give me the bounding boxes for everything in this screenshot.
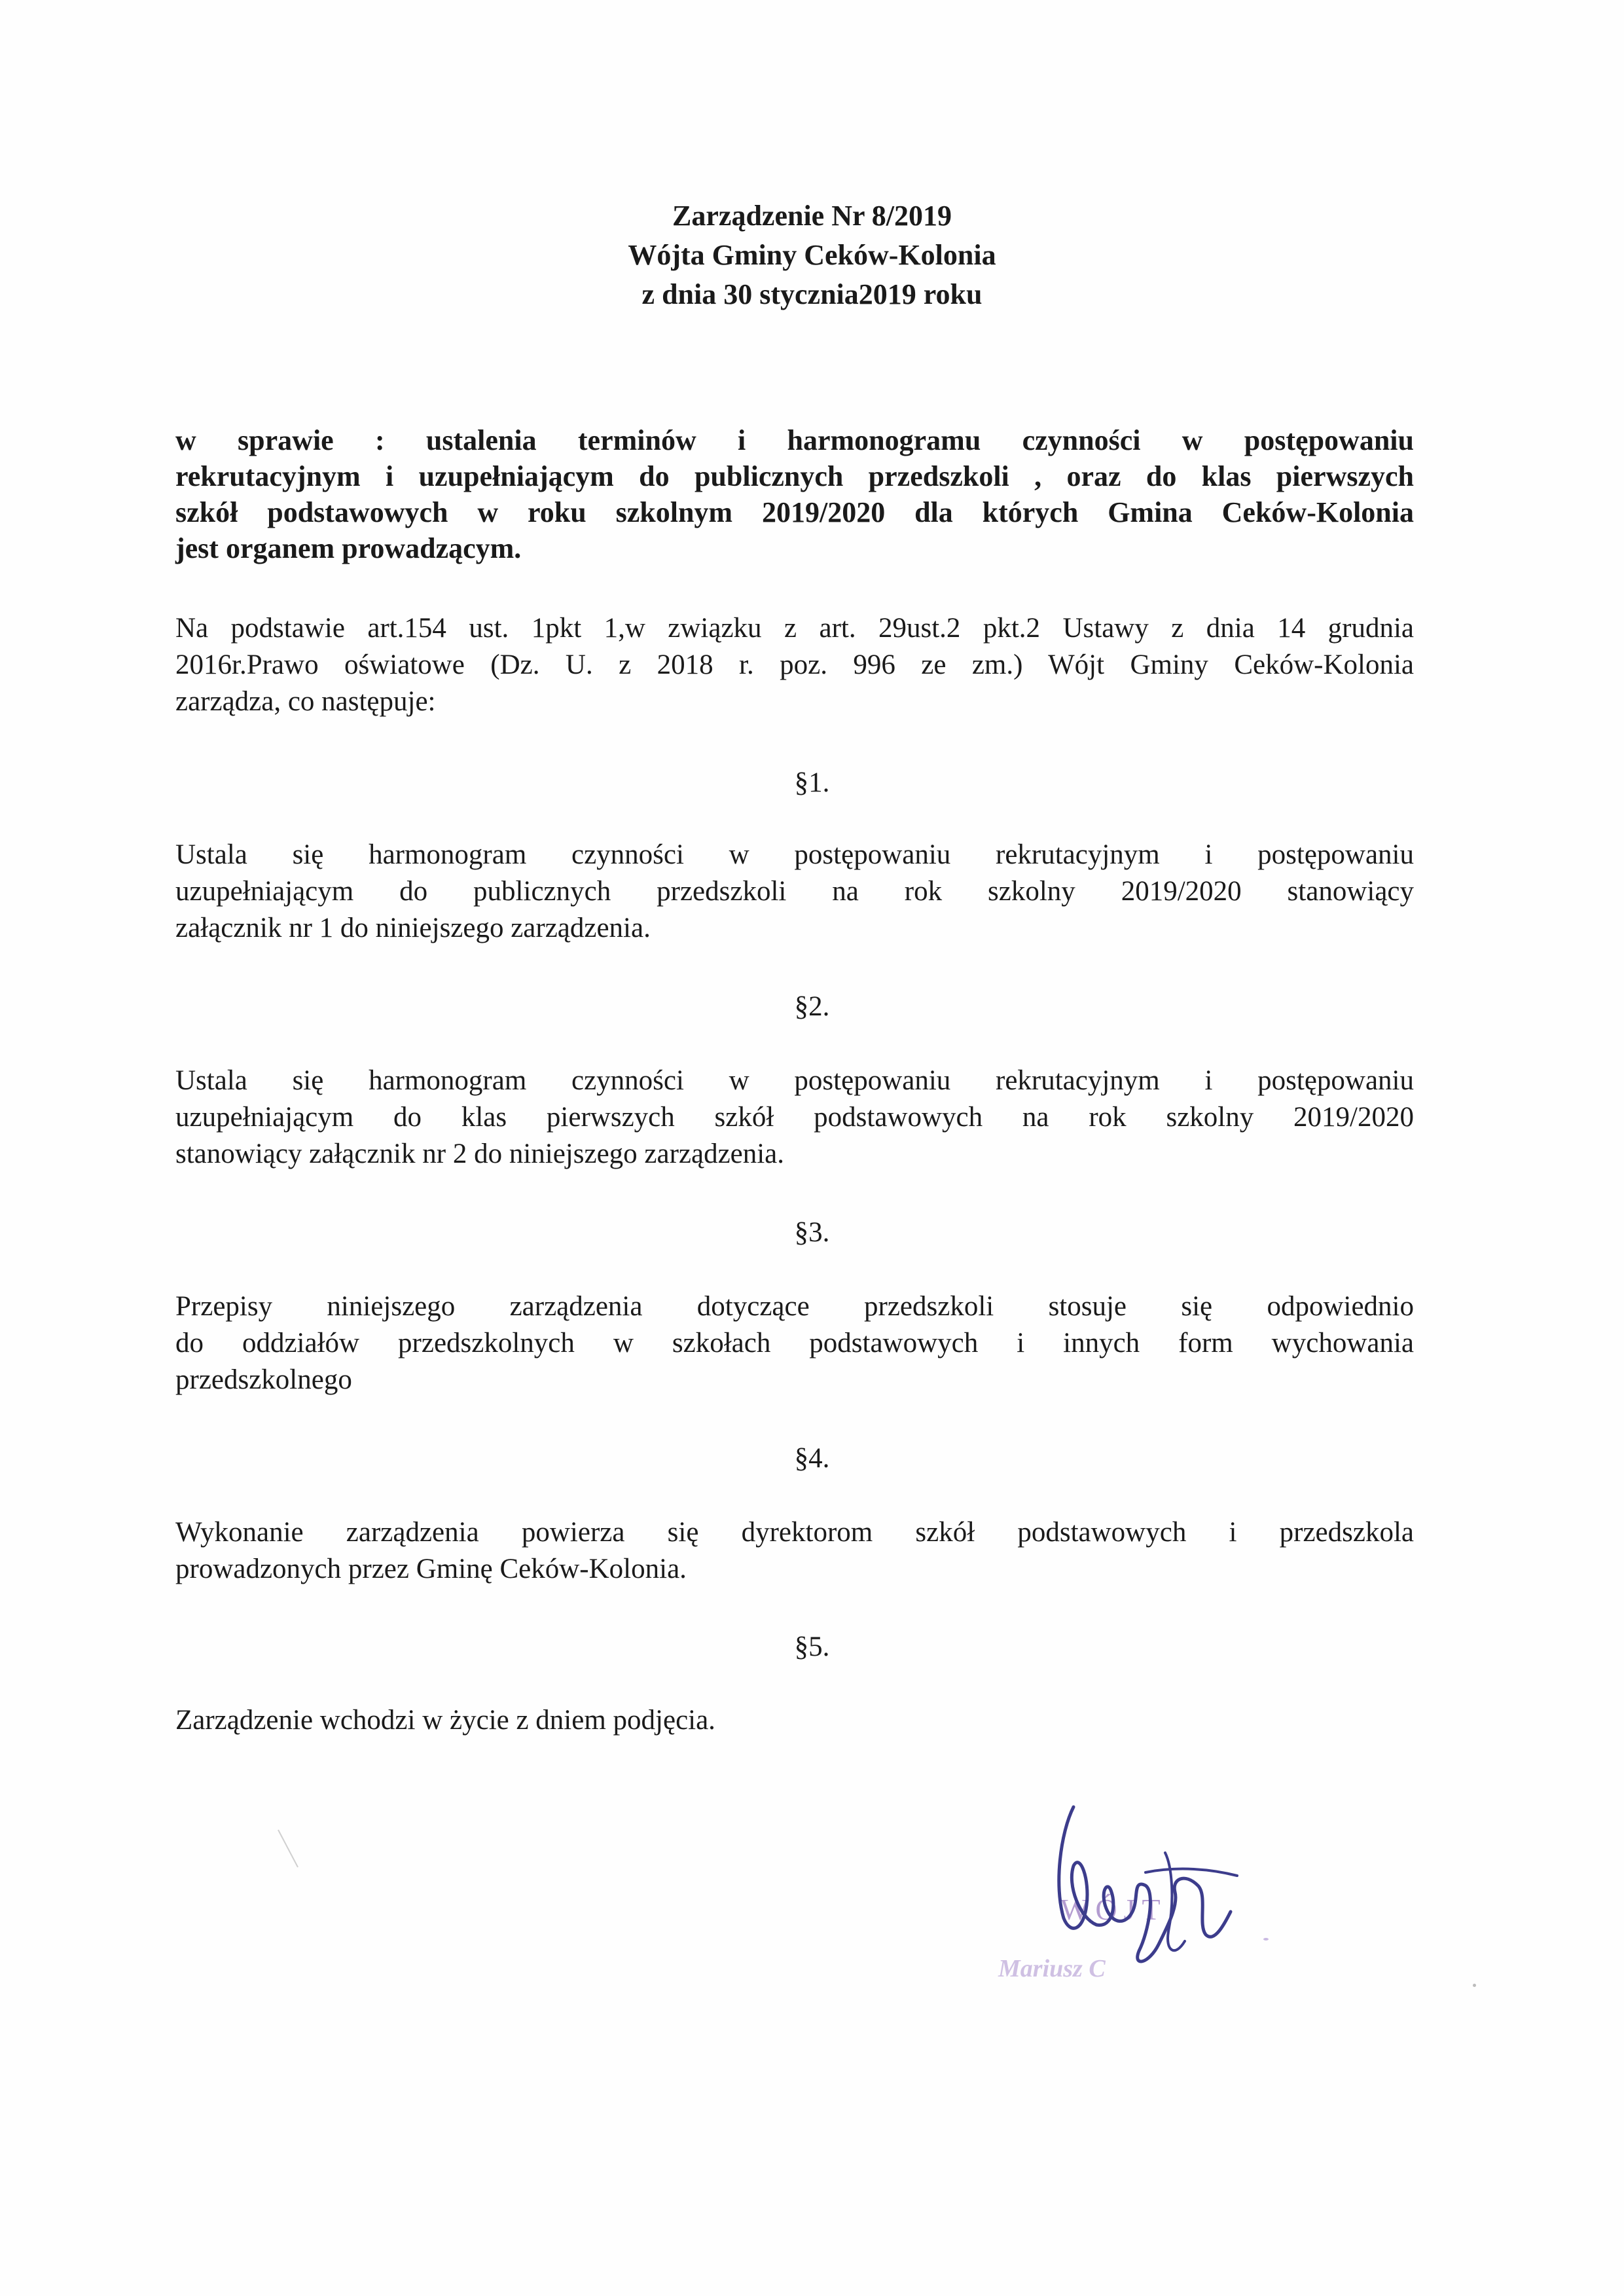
ordinance-number: Zarządzenie Nr 8/2019	[672, 200, 952, 232]
document-header	[0, 196, 1624, 314]
section-mark-3: §3.	[794, 1217, 830, 1248]
section-line: przedszkolnego	[175, 1364, 352, 1395]
section-5-text	[175, 1702, 1414, 1739]
subject-line: szkół podstawowych w roku szkolnym 2019/2020 dla których Gmina Ceków-Kolonia	[175, 496, 1414, 528]
section-line: załącznik nr 1 do niniejszego zarządzenia.	[175, 913, 651, 943]
handwritten-signature	[1034, 1794, 1309, 2003]
section-line: uzupełniającym do publicznych przedszkoli na rok szkolny 2019/2020 stanowiący	[175, 876, 1414, 907]
issuer: Wójta Gminy Ceków-Kolonia	[628, 239, 996, 271]
subject-line: rekrutacyjnym i uzupełniającym do publicznych przedszkoli , oraz do klas pierwszych	[175, 460, 1414, 492]
section-line: Ustala się harmonogram czynności w postępowaniu rekrutacyjnym i postępowaniu	[175, 1065, 1414, 1096]
section-3-text	[175, 1288, 1414, 1398]
section-line: do oddziałów przedszkolnych w szkołach podstawowych i innych form wychowania	[175, 1328, 1414, 1358]
section-line: Ustala się harmonogram czynności w postępowaniu rekrutacyjnym i postępowaniu	[175, 839, 1414, 870]
subject-line: w sprawie : ustalenia terminów i harmonogramu czynności w postępowaniu	[175, 424, 1414, 456]
section-mark-1: §1.	[794, 767, 830, 798]
stamp-name: Mariusz C	[998, 1955, 1106, 1982]
section-line: uzupełniającym do klas pierwszych szkół podstawowych na rok szkolny 2019/2020	[175, 1102, 1414, 1133]
legal-basis-paragraph	[175, 610, 1414, 720]
basis-line: zarządza, co następuje:	[175, 686, 436, 717]
section-mark-4: §4.	[794, 1443, 830, 1474]
subject-line: jest organem prowadzącym.	[175, 532, 522, 564]
section-mark-5: §5.	[794, 1631, 830, 1662]
speck	[1263, 1938, 1269, 1941]
section-2-text	[175, 1063, 1414, 1173]
section-line: prowadzonych przez Gminę Ceków-Kolonia.	[175, 1554, 687, 1584]
basis-line: Na podstawie art.154 ust. 1pkt 1,w związku z art. 29ust.2 pkt.2 Ustawy z dnia 14 grudnia	[175, 613, 1414, 644]
section-line: Zarządzenie wchodzi w życie z dniem podjęcia.	[175, 1705, 715, 1736]
stamp-title: WÓJT	[1060, 1893, 1167, 1926]
section-line: Wykonanie zarządzenia powierza się dyrektorom szkół podstawowych i przedszkola	[175, 1517, 1414, 1548]
speck	[1473, 1984, 1476, 1987]
section-1-text	[175, 837, 1414, 947]
basis-line: 2016r.Prawo oświatowe (Dz. U. z 2018 r. poz. 996 ze zm.) Wójt Gminy Ceków-Kolonia	[175, 649, 1414, 680]
section-4-text	[175, 1514, 1414, 1588]
section-line: Przepisy niniejszego zarządzenia dotyczące przedszkoli stosuje się odpowiednio	[175, 1291, 1414, 1322]
section-mark-2: §2.	[794, 991, 830, 1022]
section-line: stanowiący załącznik nr 2 do niniejszego zarządzenia.	[175, 1139, 785, 1169]
subject-paragraph	[175, 422, 1414, 566]
issue-date: z dnia 30 stycznia2019 roku	[641, 278, 983, 310]
stray-pen-mark	[275, 1827, 301, 1872]
